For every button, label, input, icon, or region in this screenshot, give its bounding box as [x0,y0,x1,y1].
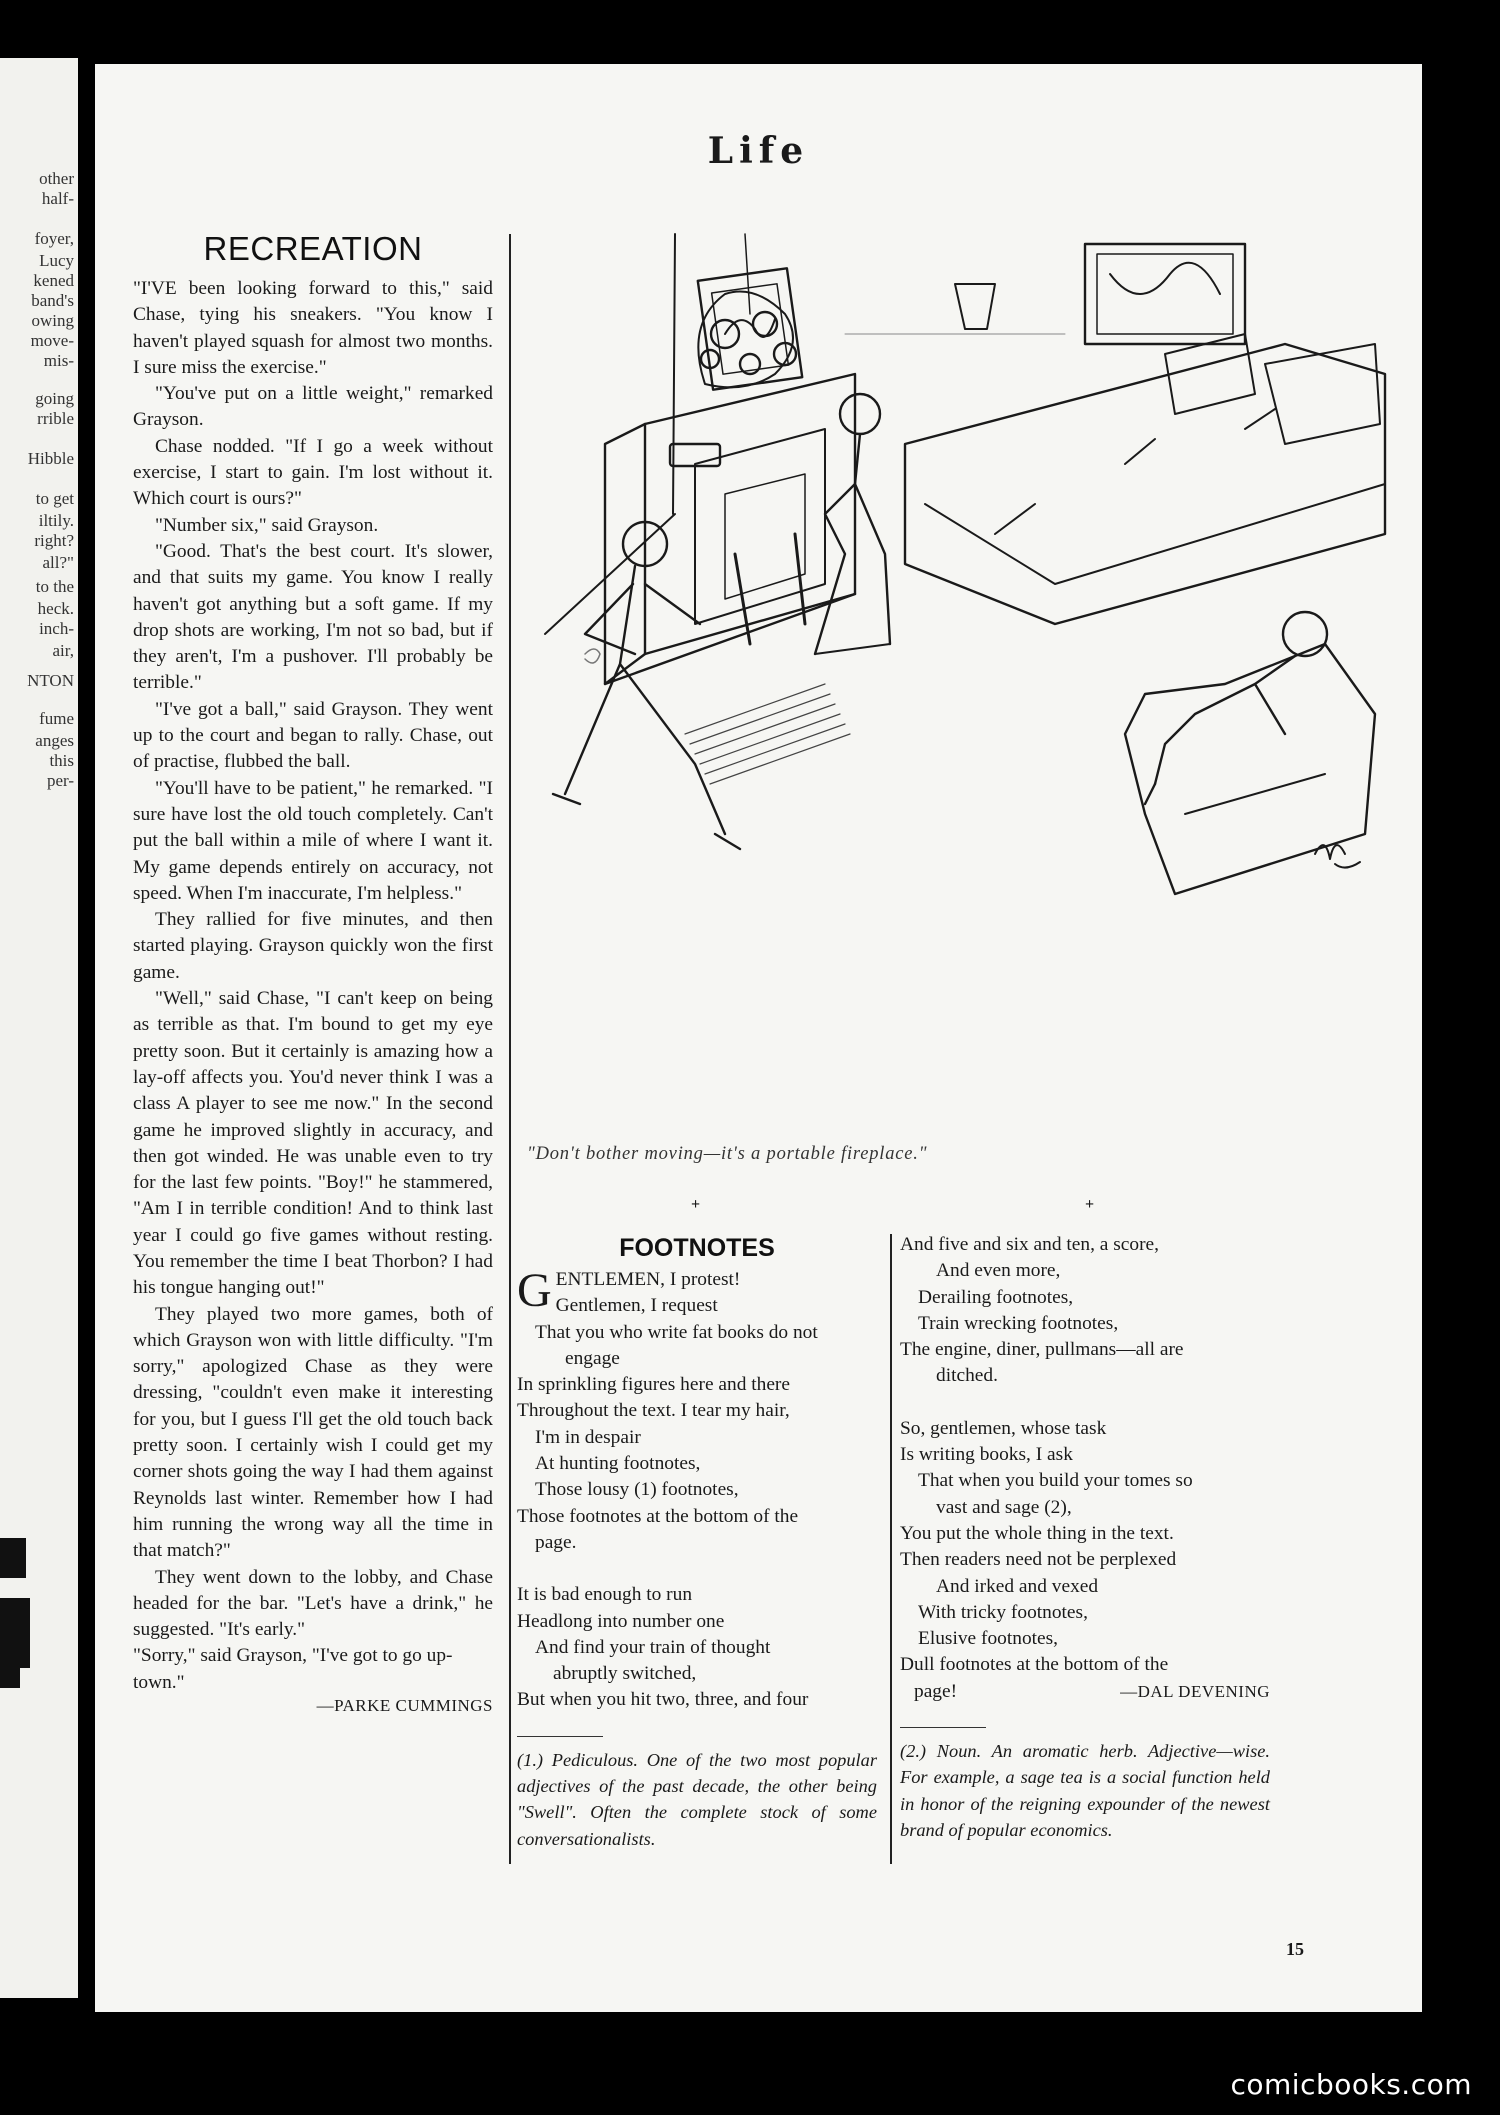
magazine-page [95,64,1422,2012]
previous-page-fragment: mis- [43,351,74,370]
footnotes-column-left [517,1232,877,1852]
previous-page-fragment: air, [52,641,74,660]
previous-page-fragment: owing [31,311,74,330]
recreation-paragraph: "You'll have to be patient," he remarked. "I sure have lost the old touch completely. Can't put the ball within a mile of where I want it. My game depends entirely on accuracy, not speed. When I'm inaccurate, I'm helpless." [133,777,493,904]
previous-page-fragment: Lucy [39,251,74,270]
section-separator-left: + [691,1196,701,1213]
recreation-paragraph: Chase nodded. "If I go a week without exercise, I start to gain. I'm lost without it. Which court is ours?" [133,435,493,510]
verse-line: Derailing footnotes, [918,1286,1074,1308]
verse-line: engage [565,1347,620,1369]
footnotes-title: FOOTNOTES [619,1234,775,1262]
footnote-1: (1.) Pediculous. One of the two most popular adjectives of the past decade, the other being "Swell". Often the complete stock of some conversationalists. [517,1749,877,1849]
closing-word: page! [914,1680,958,1702]
previous-page-fragment: all?" [42,553,74,572]
verse-line: Throughout the text. I tear my hair, [517,1400,790,1422]
previous-page-fragment: move- [30,331,74,350]
verse-line: The engine, diner, pullmans—all are [900,1339,1184,1361]
verse-line: I'm in despair [535,1426,641,1448]
footnotes-column-right [900,1232,1270,1843]
page-number: 15 [1286,1939,1304,1959]
previous-page-edge [0,58,78,1998]
recreation-last-line: "Sorry," said Grayson, "I've got to go up-town." [133,1645,453,1693]
verse-line: Is writing books, I ask [900,1444,1073,1466]
verse-line: And find your train of thought [535,1636,771,1658]
previous-page-fragment: per- [46,771,74,790]
recreation-paragraph: They went down to the lobby, and Chase headed for the bar. "Let's have a drink," he suggested. "It's early." [133,1566,493,1641]
recreation-title: RECREATION [203,230,423,267]
verse-line: It is bad enough to run [517,1584,693,1606]
previous-page-fragment: foyer, [34,229,74,248]
previous-page-fragment: Hibble [27,449,74,468]
verse-line: abruptly switched, [553,1663,697,1685]
recreation-paragraph: "Good. That's the best court. It's slower, and that suits my game. You know I really haven't got anything but a soft game. If my drop shots are working, I'm not so bad, but if they aren't, I'm a pushover. I'll probably be terrible." [133,540,493,694]
column-divider [509,234,511,1864]
verse-line: Dull footnotes at the bottom of the [900,1654,1169,1676]
footnote-2: (2.) Noun. An aromatic herb. Adjective—wise. For example, a sage tea is a social function held in honor of the reigning expounder of the newest brand of popular economics. [900,1741,1270,1840]
previous-page-fragment: fume [39,709,74,728]
stanza-4 [900,1416,1270,1679]
cartoon-illustration [525,214,1405,1114]
verse-line: Those lousy (1) footnotes, [535,1479,739,1501]
previous-page-fragment: rrible [37,409,74,428]
recreation-paragraph: "You've put on a little weight," remarked Grayson. [133,383,493,431]
verse-line: That you who write fat books do not [535,1321,818,1343]
footnotes-closing-row [900,1679,1270,1705]
verse-line: Headlong into number one [517,1610,725,1632]
footnote-rule [517,1736,603,1737]
recreation-byline: —PARKE CUMMINGS [316,1696,493,1716]
recreation-paragraph: They rallied for five minutes, and then started playing. Grayson quickly won the first game. [133,909,493,983]
recreation-byline-row [133,1696,493,1716]
footnotes-byline: —DAL DEVENING [1120,1681,1270,1701]
recreation-paragraph: "I've got a ball," said Grayson. They went up to the court and began to rally. Chase, out of practise, flubbed the ball. [133,698,493,773]
previous-page-fragment: band's [31,291,74,310]
verse-line: Gentlemen, I request [555,1295,718,1317]
verse-line: And even more, [936,1260,1061,1282]
recreation-body [133,276,493,1643]
verse-line: But when you hit two, three, and four [517,1689,809,1711]
verse-line: With tricky footnotes, [918,1601,1088,1623]
verse-line: Elusive footnotes, [918,1628,1059,1650]
previous-page-illustration-fragment [0,1538,26,1578]
cartoon-caption: "Don't bother moving—it's a portable fireplace." [527,1144,928,1164]
verse-line: Those footnotes at the bottom of the [517,1505,799,1527]
verse-line: That when you build your tomes so [918,1470,1193,1492]
previous-page-fragment: half- [41,189,74,208]
drop-cap: G [517,1264,552,1317]
verse-line: ditched. [936,1365,998,1387]
previous-page-fragment: right? [34,531,74,550]
masthead-title: Life [707,130,810,172]
recreation-paragraph: They played two more games, both of which Grayson won with little difficulty. "I'm sorry," apologized Chase as they were dressing, "couldn't even make it interesting for you, but I guess I'll get the old touch back pretty soon. I certainly wish I could get my corner shots going the way I had them against Reynolds last winter. Remember how I had him running the wrong way all the time in that match?" [133,1303,493,1562]
recreation-paragraph: "Well," said Chase, "I can't keep on being as terrible as that. I'm bound to get my eye pretty soon. But it certainly is amazing how a lay-off affects you. You'd never think I was a class A player to see me now." In the second game he improved slightly in accuracy, and then got winded. He was unable even to try for the last few points. "Boy!" he stammered, "Am I in terrible condition! And to think last year I could go five games without resting. You remember the time I beat Thorbon? I had his tongue hanging out!" [133,988,493,1299]
verse-line: And five and six and ten, a score, [900,1234,1159,1255]
recreation-column [133,230,493,1716]
column-divider-footnotes [890,1234,892,1864]
stanza-2 [517,1582,877,1713]
watermark: comicbooks.com [1230,2068,1472,2101]
previous-page-illustration-fragment [0,1658,20,1688]
previous-page-fragment: to get [35,489,74,508]
recreation-paragraph: "I'VE been looking forward to this," said Chase, tying his sneakers. "You know I haven't played squash for almost two months. I sure miss the exercise." [133,278,493,378]
previous-page-fragment: other [39,169,74,188]
verse-line: ENTLEMEN, I protest! [555,1269,741,1290]
previous-page-fragment: this [49,751,74,770]
verse-line: vast and sage (2), [936,1496,1072,1518]
previous-page-fragment: iltily. [38,511,74,530]
stanza-3 [900,1232,1270,1390]
verse-line: And irked and vexed [936,1575,1099,1597]
verse-line: You put the whole thing in the text. [900,1522,1174,1544]
previous-page-fragment: kened [33,271,74,290]
recreation-paragraph: "Number six," said Grayson. [155,514,379,536]
previous-page-fragment: anges [35,731,74,750]
previous-page-fragment: NTON [27,671,74,690]
previous-page-fragment: going [35,389,74,408]
section-separator-right: + [1085,1196,1095,1213]
verse-line: Then readers need not be perplexed [900,1549,1177,1571]
verse-line: So, gentlemen, whose task [900,1417,1107,1439]
stanza-1 [517,1264,877,1556]
footnote-rule-2 [900,1727,986,1728]
previous-page-fragment: to the [35,577,74,596]
previous-page-fragment: inch- [39,619,74,638]
footnotes-opening [517,1264,877,1556]
verse-line: In sprinkling figures here and there [517,1374,790,1396]
verse-line: At hunting footnotes, [535,1453,701,1475]
verse-line: Train wrecking footnotes, [918,1312,1119,1334]
previous-page-fragment: heck. [37,599,74,618]
recreation-closing-row [133,1643,493,1696]
verse-line: page. [535,1531,577,1553]
